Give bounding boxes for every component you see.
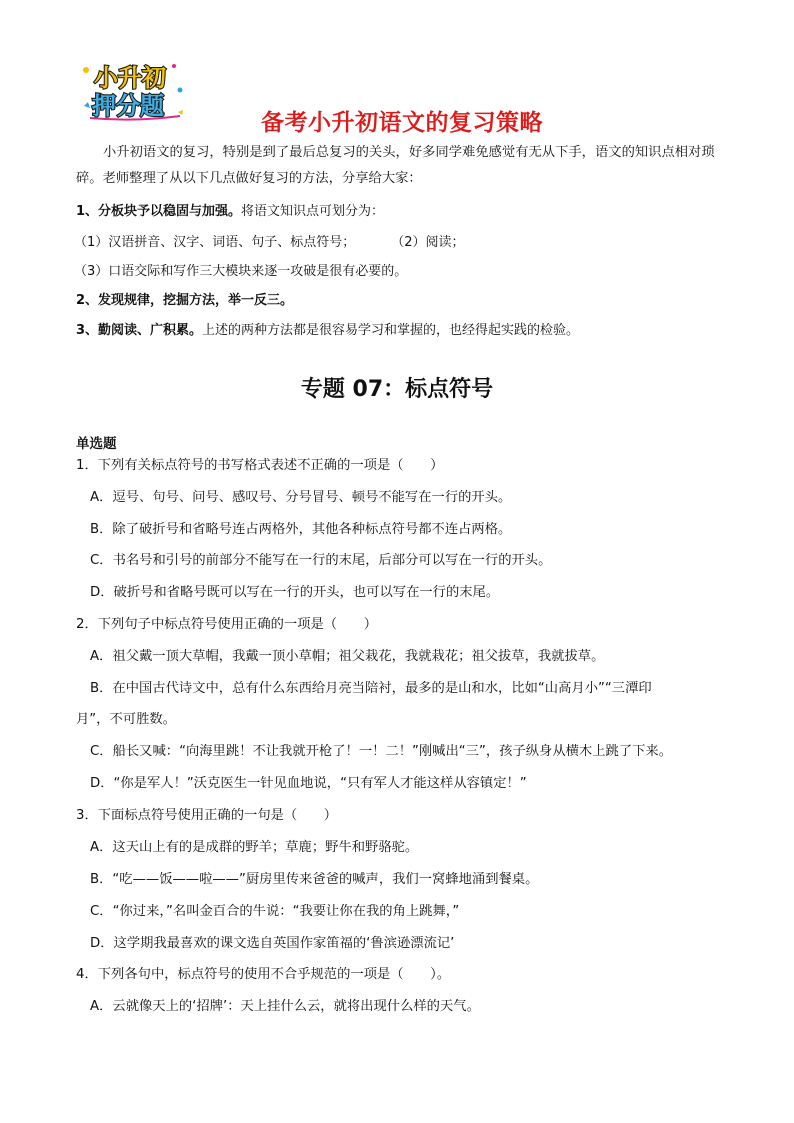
question-type-label: 单选题 bbox=[76, 436, 117, 452]
strategy-3-text: 上述的两种方法都是很容易学习和掌握的，也经得起实践的检验。 bbox=[202, 323, 580, 338]
section-title: 专题 07：标点符号 bbox=[300, 377, 494, 402]
question-2-option-c: C．船长又喊：“向海里跳！不让我就开枪了！一！二！”刚喊出“三”，孩子纵身从横木上跳了下来。 bbox=[90, 744, 673, 759]
strategy-3 bbox=[76, 322, 731, 340]
question-3-option-a: A．这天山上有的是成群的野羊；草鹿；野牛和野骆驼。 bbox=[90, 840, 419, 855]
question-1-option-c: C．书名号和引号的前部分不能写在一行的末尾，后部分可以写在一行的开头。 bbox=[90, 553, 552, 568]
logo-text-line2: 押分题 bbox=[92, 92, 164, 120]
strategy-1-heading: 1、分板块予以稳固与加强。 bbox=[76, 204, 242, 219]
strategy-3-heading: 3、勤阅读、广积累。 bbox=[76, 323, 203, 338]
question-3-option-d: D．这学期我最喜欢的课文选自英国作家笛福的‘鲁滨逊漂流记’ bbox=[90, 936, 455, 951]
page-title: 备考小升初语文的复习策略 bbox=[261, 110, 543, 136]
question-3-stem: 3．下面标点符号使用正确的一句是（ ） bbox=[76, 808, 338, 823]
question-2-option-a: A．祖父戴一顶大草帽，我戴一顶小草帽；祖父栽花，我就栽花；祖父拔草，我就拔草。 bbox=[90, 649, 605, 664]
strategy-1-sub3: （3）口语交际和写作三大模块来逐一攻破是很有必要的。 bbox=[74, 264, 408, 279]
question-2-option-d: D．“你是军人！”沃克医生一针见血地说，“只有军人才能这样从容镇定！” bbox=[90, 776, 527, 791]
strategy-2-heading: 2、发现规律，挖掘方法，举一反三。 bbox=[76, 293, 294, 308]
logo-text-line1: 小升初 bbox=[94, 64, 166, 92]
question-4-stem: 4．下列各句中，标点符号的使用不合乎规范的一项是（ ）。 bbox=[76, 967, 451, 982]
strategy-1-text: 将语文知识点可划分为： bbox=[241, 204, 385, 219]
question-1-option-d: D．破折号和省略号既可以写在一行的开头，也可以写在一行的末尾。 bbox=[90, 585, 500, 600]
strategy-1 bbox=[76, 203, 731, 221]
question-2-option-b: B．在中国古代诗文中，总有什么东西给月亮当陪衬，最多的是山和水，比如“山高月小”“三潭印 bbox=[90, 681, 652, 696]
question-2-stem: 2．下列句子中标点符号使用正确的一项是（ ） bbox=[76, 617, 377, 632]
strategy-1-sub-row bbox=[74, 234, 729, 252]
question-4-option-a: A．云就像天上的‘招牌’：天上挂什么云，就将出现什么样的天气。 bbox=[90, 999, 480, 1014]
question-1-option-a: A．逗号、句号、问号、感叹号、分号冒号、顿号不能写在一行的开头。 bbox=[90, 490, 512, 505]
question-1-option-b: B．除了破折号和省略号连占两格外，其他各种标点符号都不连占两格。 bbox=[90, 522, 512, 537]
question-3-option-c: C．“你过来，”名叫金百合的牛说：“我要让你在我的角上跳舞，” bbox=[90, 904, 460, 919]
strategy-1-sub2: （2）阅读； bbox=[391, 235, 465, 250]
question-2-option-b-continued: 月”，不可胜数。 bbox=[76, 712, 176, 727]
question-1-stem: 1．下列有关标点符号的书写格式表述不正确的一项是（ ） bbox=[76, 458, 444, 473]
strategy-1-sub1: （1）汉语拼音、汉字、词语、句子、标点符号； bbox=[74, 235, 356, 250]
question-3-option-b: B．“吃——饭——啦——”厨房里传来爸爸的喊声，我们一窝蜂地涌到餐桌。 bbox=[90, 872, 539, 887]
intro-paragraph: 小升初语文的复习，特别是到了最后总复习的关头，好多同学难免感觉有无从下手，语文的知识点相对琐碎。老师整理了从以下几点做好复习的方法，分享给大家： bbox=[76, 145, 715, 186]
strategy-2 bbox=[76, 292, 731, 310]
